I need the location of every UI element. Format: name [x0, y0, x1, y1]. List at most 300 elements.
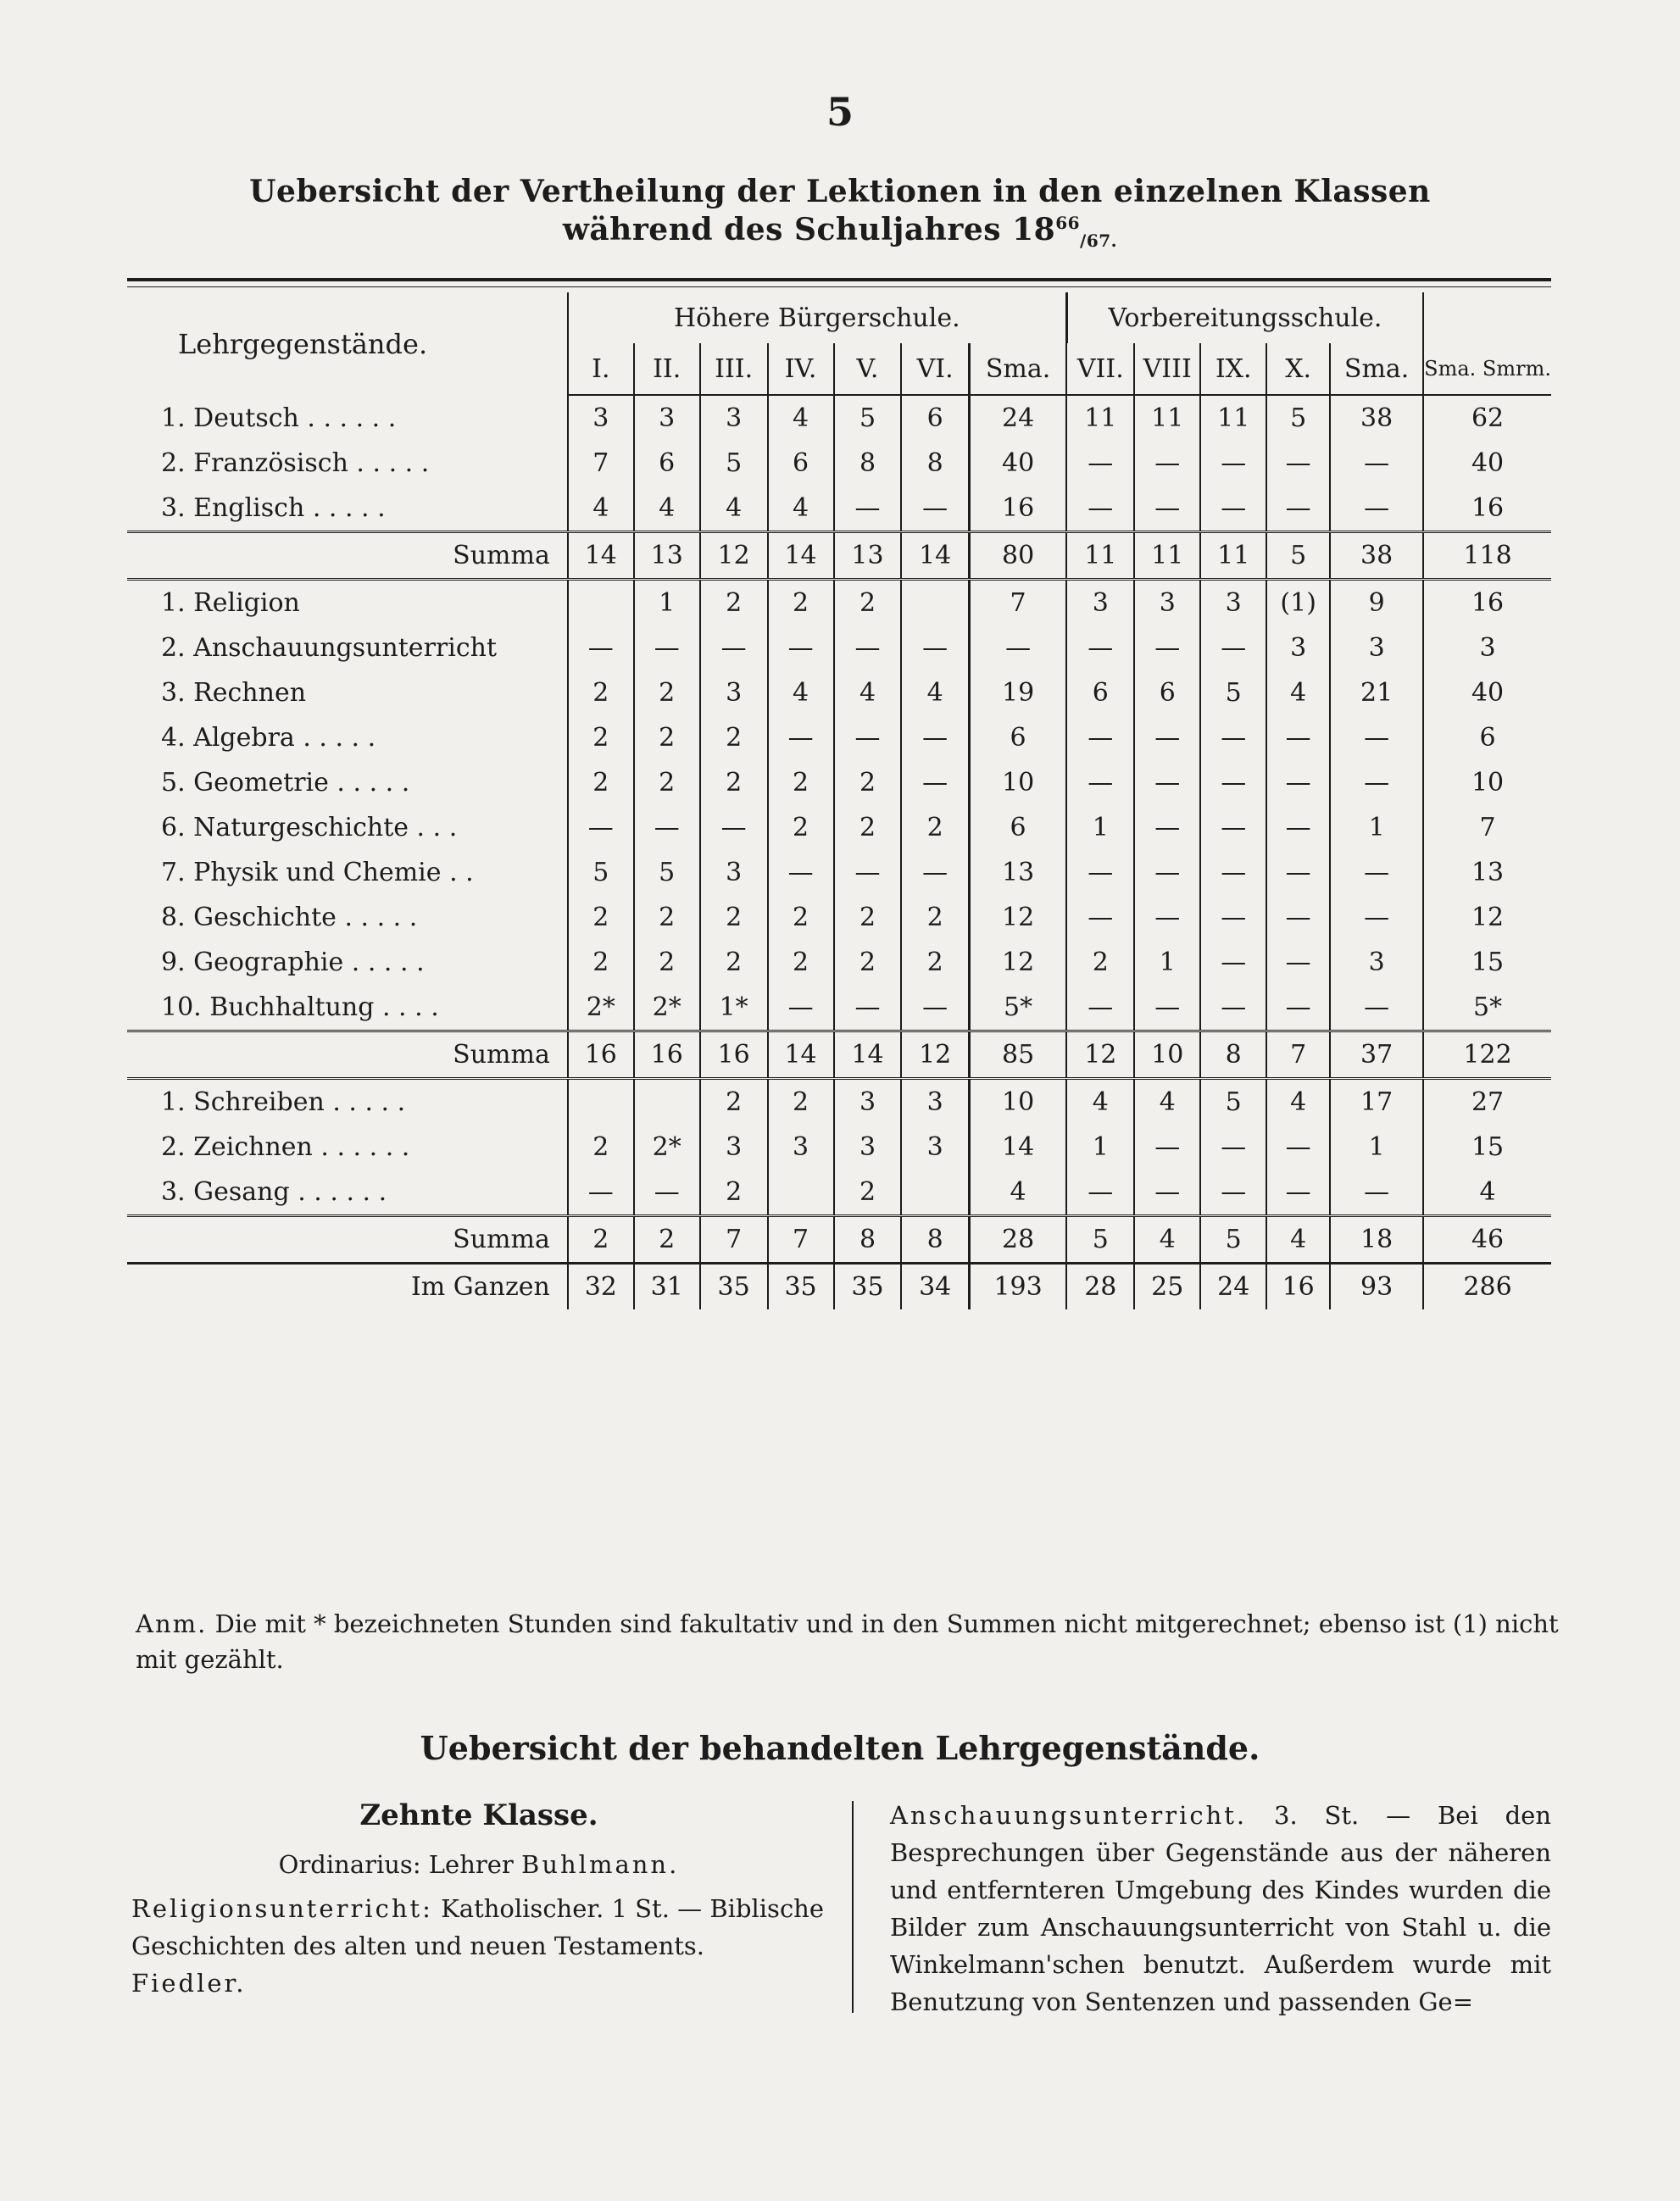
subject-label: 2. Zeichnen . . . . . .: [161, 1132, 410, 1162]
cell-value: 3: [700, 395, 768, 441]
cell-value: —: [1330, 850, 1423, 895]
cell-value: 37: [1330, 1031, 1423, 1079]
cell-value: 12: [700, 532, 768, 580]
cell-value: 2: [568, 895, 634, 940]
cell-value: —: [834, 486, 902, 532]
cell-value: 13: [1423, 850, 1551, 895]
cell-value: 2: [634, 895, 700, 940]
cell-value: 16: [700, 1031, 768, 1079]
cell-value: 8: [901, 1216, 969, 1264]
column-header: I.: [568, 343, 634, 395]
table-subtitle: [0, 212, 1680, 251]
cell-value: 2: [700, 1079, 768, 1126]
cell-value: 14: [834, 1031, 902, 1079]
cell-value: —: [1134, 486, 1200, 532]
cell-value: 1: [1066, 1125, 1134, 1170]
cell-value: —: [1200, 625, 1266, 670]
cell-value: —: [1200, 850, 1266, 895]
cell-value: 1: [1134, 940, 1200, 985]
subject-label: 8. Geschichte . . . . .: [161, 903, 418, 932]
cell-value: 11: [1134, 532, 1200, 580]
cell-value: 40: [1423, 670, 1551, 715]
cell-value: 14: [768, 1031, 834, 1079]
year-sub: /67.: [1080, 231, 1118, 252]
cell-value: —: [1266, 895, 1330, 940]
column-divider: [852, 1801, 854, 2013]
ordinarius-name: Buhlmann.: [521, 1850, 680, 1879]
cell-value: 2: [568, 670, 634, 715]
cell-value: 12: [969, 895, 1066, 940]
cell-value: 35: [700, 1264, 768, 1310]
cell-value: 5: [1200, 1079, 1266, 1126]
cell-value: 27: [1423, 1079, 1551, 1126]
total-row: [127, 1264, 1551, 1310]
subject-label: 3. Englisch . . . . .: [161, 493, 386, 523]
cell-value: 18: [1330, 1216, 1423, 1264]
cell-value: 193: [969, 1264, 1066, 1310]
cell-value: 6: [969, 715, 1066, 760]
table-row: [127, 1079, 1551, 1126]
cell-value: 2: [634, 1216, 700, 1264]
cell-value: 122: [1423, 1031, 1551, 1079]
cell-value: —: [700, 625, 768, 670]
cell-value: 3: [1066, 580, 1134, 626]
subtitle-text: während des Schuljahres 18: [562, 212, 1056, 247]
cell-value: —: [1266, 441, 1330, 486]
cell-value: 16: [1423, 580, 1551, 626]
cell-value: —: [1066, 625, 1134, 670]
cell-value: 14: [969, 1125, 1066, 1170]
subject-label: 1. Religion: [127, 580, 568, 626]
cell-value: 10: [969, 1079, 1066, 1126]
table-row: [127, 985, 1551, 1031]
cell-value: 10: [1423, 760, 1551, 805]
cell-value: 4: [568, 486, 634, 532]
cell-value: 4: [1134, 1079, 1200, 1126]
cell-value: —: [1066, 850, 1134, 895]
lessons-table: [127, 292, 1551, 1309]
cell-value: 2: [768, 760, 834, 805]
cell-value: —: [1200, 985, 1266, 1031]
cell-value: 9: [1330, 580, 1423, 626]
cell-value: 80: [969, 532, 1066, 580]
cell-value: —: [1200, 895, 1266, 940]
cell-value: 2: [700, 580, 768, 626]
cell-value: —: [1134, 441, 1200, 486]
group-header-hoehere: Höhere Bürgerschule.: [568, 292, 1066, 343]
cell-value: 286: [1423, 1264, 1551, 1310]
cell-value: 2: [634, 940, 700, 985]
religion-teacher: Fiedler.: [131, 1969, 247, 1998]
subject-label: 4. Algebra . . . . .: [161, 723, 376, 753]
religion-text: Katholischer. 1 St. — Biblische Geschichten des alten und neuen Testaments.: [131, 1894, 825, 1960]
cell-value: [901, 1170, 969, 1216]
table-row: [127, 715, 1551, 760]
cell-value: 12: [969, 940, 1066, 985]
cell-value: 118: [1423, 532, 1551, 580]
column-header: VIII: [1134, 343, 1200, 395]
cell-value: 2: [568, 940, 634, 985]
cell-value: 2: [834, 1170, 902, 1216]
page-number: 5: [826, 89, 854, 135]
cell-value: 15: [1423, 1125, 1551, 1170]
cell-value: 17: [1330, 1079, 1423, 1126]
class-title: Zehnte Klasse.: [359, 1798, 598, 1832]
cell-value: 1*: [700, 985, 768, 1031]
cell-value: 2: [1066, 940, 1134, 985]
cell-value: 3: [568, 395, 634, 441]
cell-value: 2: [568, 760, 634, 805]
table-row: [127, 1170, 1551, 1216]
cell-value: 16: [568, 1031, 634, 1079]
cell-value: 3: [901, 1125, 969, 1170]
cell-value: 46: [1423, 1216, 1551, 1264]
cell-value: —: [634, 625, 700, 670]
cell-value: —: [1330, 760, 1423, 805]
cell-value: —: [1330, 486, 1423, 532]
cell-value: 7: [1266, 1031, 1330, 1079]
cell-value: 2: [568, 1216, 634, 1264]
cell-value: 16: [634, 1031, 700, 1079]
sum-row: [127, 1216, 1551, 1264]
column-header: Sma.: [1330, 343, 1423, 395]
cell-value: —: [901, 625, 969, 670]
cell-value: —: [1266, 1170, 1330, 1216]
cell-value: —: [1200, 486, 1266, 532]
table-row: [127, 760, 1551, 805]
ordinarius-label: Ordinarius: Lehrer: [278, 1850, 514, 1879]
cell-value: 4: [901, 670, 969, 715]
sum-label: Summa: [127, 1216, 568, 1264]
table-note: [136, 1606, 1560, 1677]
cell-value: —: [1134, 715, 1200, 760]
cell-value: 21: [1330, 670, 1423, 715]
cell-value: —: [700, 805, 768, 850]
cell-value: 4: [969, 1170, 1066, 1216]
cell-value: —: [901, 486, 969, 532]
sum-label: Summa: [127, 1031, 568, 1079]
cell-value: 4: [834, 670, 902, 715]
cell-value: —: [1266, 1125, 1330, 1170]
cell-value: —: [1066, 895, 1134, 940]
cell-value: 34: [901, 1264, 969, 1310]
cell-value: —: [834, 625, 902, 670]
cell-value: —: [1134, 625, 1200, 670]
ordinarius: [131, 1846, 826, 1883]
year-sup: 66: [1055, 213, 1081, 233]
cell-value: —: [1200, 441, 1266, 486]
cell-value: 10: [969, 760, 1066, 805]
right-column: [890, 1797, 1551, 2020]
subject-label: 1. Schreiben . . . . .: [127, 1079, 568, 1126]
anschauung-text: 3. St. — Bei den Besprechungen über Gegenstände aus der näheren und entfernteren Umgebung des Kindes wurden die Bilder zum Anschauungsunterricht von Stahl u. die Winkelmann'schen benutzt. Außerdem wurde mit Benutzung von Sentenzen und passenden Ge=: [890, 1801, 1551, 2016]
column-header: V.: [834, 343, 902, 395]
cell-value: —: [1330, 715, 1423, 760]
table-row: [127, 940, 1551, 985]
table-row: [127, 580, 1551, 626]
sum-label: Im Ganzen: [127, 1264, 568, 1310]
cell-value: —: [969, 625, 1066, 670]
cell-value: [768, 1170, 834, 1216]
cell-value: 4: [768, 670, 834, 715]
cell-value: 3: [834, 1079, 902, 1126]
cell-value: 11: [1066, 395, 1134, 441]
cell-value: —: [1200, 940, 1266, 985]
cell-value: 38: [1330, 532, 1423, 580]
subject-label: 1. Deutsch . . . . . .: [161, 403, 397, 433]
cell-value: 5: [1266, 532, 1330, 580]
cell-value: 24: [1200, 1264, 1266, 1310]
cell-value: 14: [568, 532, 634, 580]
cell-value: 2: [768, 1079, 834, 1126]
cell-value: 40: [969, 441, 1066, 486]
cell-value: 19: [969, 670, 1066, 715]
cell-value: 4: [634, 486, 700, 532]
cell-value: 12: [1423, 895, 1551, 940]
cell-value: —: [1266, 486, 1330, 532]
note-text: Die mit * bezeichneten Stunden sind fakultativ und in den Summen nicht mitgerechnet; ebenso ist (1) nicht mit gezählt.: [136, 1609, 1559, 1674]
cell-value: 5: [1200, 670, 1266, 715]
left-column: [131, 1797, 826, 2002]
cell-value: 6: [768, 441, 834, 486]
cell-value: 7: [768, 1216, 834, 1264]
cell-value: 12: [901, 1031, 969, 1079]
cell-value: —: [1134, 760, 1200, 805]
cell-value: —: [1200, 715, 1266, 760]
cell-value: 15: [1423, 940, 1551, 985]
cell-value: 8: [901, 441, 969, 486]
cell-value: 11: [1200, 395, 1266, 441]
cell-value: 1: [1066, 805, 1134, 850]
cell-value: 3: [1200, 580, 1266, 626]
cell-value: 5: [700, 441, 768, 486]
cell-value: —: [768, 850, 834, 895]
cell-value: 2: [700, 1170, 768, 1216]
cell-value: —: [1330, 1170, 1423, 1216]
cell-value: 3: [901, 1079, 969, 1126]
cell-value: 35: [768, 1264, 834, 1310]
cell-value: 2: [901, 895, 969, 940]
cell-value: 16: [969, 486, 1066, 532]
cell-value: 4: [1423, 1170, 1551, 1216]
anschauung-paragraph: [890, 1797, 1551, 2020]
cell-value: [568, 1079, 634, 1126]
cell-value: 14: [901, 532, 969, 580]
table-row: [127, 1125, 1551, 1170]
cell-value: 14: [768, 532, 834, 580]
cell-value: —: [1266, 940, 1330, 985]
cell-value: 3: [1266, 625, 1330, 670]
cell-value: —: [834, 985, 902, 1031]
cell-value: —: [834, 715, 902, 760]
cell-value: 2: [834, 760, 902, 805]
table-row: [127, 670, 1551, 715]
cell-value: 4: [768, 486, 834, 532]
cell-value: 2: [901, 805, 969, 850]
cell-value: —: [1330, 895, 1423, 940]
cell-value: 1: [634, 580, 700, 626]
cell-value: 2: [568, 715, 634, 760]
cell-value: —: [1066, 441, 1134, 486]
cell-value: —: [901, 850, 969, 895]
cell-value: 10: [1134, 1031, 1200, 1079]
cell-value: 1: [1330, 805, 1423, 850]
column-header: X.: [1266, 343, 1330, 395]
cell-value: 2: [568, 1125, 634, 1170]
subject-column-header: Lehrgegenstände.: [178, 327, 428, 360]
table-row: [127, 625, 1551, 670]
cell-value: 2: [700, 760, 768, 805]
cell-value: 2: [634, 715, 700, 760]
table-row: [127, 805, 1551, 850]
cell-value: 3: [834, 1125, 902, 1170]
cell-value: 4: [1266, 1216, 1330, 1264]
cell-value: 6: [1066, 670, 1134, 715]
cell-value: 7: [700, 1216, 768, 1264]
cell-value: 4: [1134, 1216, 1200, 1264]
cell-value: 2: [768, 805, 834, 850]
cell-value: 62: [1423, 395, 1551, 441]
cell-value: 3: [768, 1125, 834, 1170]
cell-value: 11: [1134, 395, 1200, 441]
cell-value: —: [1134, 985, 1200, 1031]
cell-value: —: [1134, 1125, 1200, 1170]
cell-value: 6: [1423, 715, 1551, 760]
section-title: Uebersicht der behandelten Lehrgegenstände.: [420, 1729, 1260, 1767]
cell-value: 32: [568, 1264, 634, 1310]
table-row: [127, 441, 1551, 486]
subject-label: 2. Anschauungsunterricht: [161, 633, 498, 663]
cell-value: 2*: [634, 1125, 700, 1170]
group-header-blank: [1423, 292, 1551, 343]
cell-value: 25: [1134, 1264, 1200, 1310]
cell-value: 85: [969, 1031, 1066, 1079]
cell-value: —: [834, 850, 902, 895]
cell-value: 31: [634, 1264, 700, 1310]
cell-value: —: [1266, 850, 1330, 895]
subject-label: 3. Rechnen: [161, 678, 307, 708]
cell-value: —: [1134, 1170, 1200, 1216]
cell-value: 3: [1134, 580, 1200, 626]
cell-value: 28: [969, 1216, 1066, 1264]
cell-value: 5: [634, 850, 700, 895]
cell-value: —: [568, 625, 634, 670]
table-title: Uebersicht der Vertheilung der Lektionen in den einzelnen Klassen: [249, 174, 1431, 209]
cell-value: —: [1266, 985, 1330, 1031]
cell-value: 3: [1330, 940, 1423, 985]
cell-value: 2*: [634, 985, 700, 1031]
cell-value: 7: [969, 580, 1066, 626]
cell-value: 5: [568, 850, 634, 895]
cell-value: 16: [1423, 486, 1551, 532]
cell-value: 13: [834, 532, 902, 580]
cell-value: —: [634, 1170, 700, 1216]
cell-value: 2: [634, 760, 700, 805]
cell-value: 24: [969, 395, 1066, 441]
religion-label: Religionsunterricht:: [131, 1894, 433, 1923]
cell-value: 4: [1066, 1079, 1134, 1126]
cell-value: 35: [834, 1264, 902, 1310]
table-row: [127, 850, 1551, 895]
cell-value: 40: [1423, 441, 1551, 486]
cell-value: 2: [768, 580, 834, 626]
column-header: IV.: [768, 343, 834, 395]
cell-value: 2: [834, 580, 902, 626]
cell-value: 6: [1134, 670, 1200, 715]
cell-value: 12: [1066, 1031, 1134, 1079]
cell-value: —: [901, 715, 969, 760]
cell-value: 5*: [969, 985, 1066, 1031]
cell-value: —: [1134, 850, 1200, 895]
cell-value: 38: [1330, 395, 1423, 441]
top-rule: [127, 278, 1551, 287]
cell-value: 2: [768, 895, 834, 940]
cell-value: 5: [834, 395, 902, 441]
cell-value: 7: [1423, 805, 1551, 850]
subject-label: 3. Gesang . . . . . .: [161, 1177, 387, 1207]
sum-label: Summa: [127, 532, 568, 580]
cell-value: —: [1066, 486, 1134, 532]
cell-value: —: [568, 805, 634, 850]
cell-value: 28: [1066, 1264, 1134, 1310]
cell-value: —: [1066, 985, 1134, 1031]
cell-value: 8: [834, 441, 902, 486]
cell-value: 2*: [568, 985, 634, 1031]
subject-label: 2. Französisch . . . . .: [161, 448, 430, 478]
cell-value: 2: [634, 670, 700, 715]
subject-label: 5. Geometrie . . . . .: [161, 768, 410, 798]
column-header: VII.: [1066, 343, 1134, 395]
cell-value: —: [1266, 715, 1330, 760]
note-label: Anm.: [136, 1609, 208, 1638]
cell-value: 4: [768, 395, 834, 441]
cell-value: [901, 580, 969, 626]
cell-value: [634, 1079, 700, 1126]
cell-value: —: [568, 1170, 634, 1216]
table-row: [127, 486, 1551, 532]
cell-value: —: [1200, 1125, 1266, 1170]
cell-value: —: [1266, 760, 1330, 805]
cell-value: —: [1330, 985, 1423, 1031]
cell-value: —: [901, 985, 969, 1031]
cell-value: —: [768, 985, 834, 1031]
cell-value: [568, 580, 634, 626]
cell-value: 8: [834, 1216, 902, 1264]
cell-value: —: [768, 625, 834, 670]
cell-value: —: [901, 760, 969, 805]
group-header-vorbereitung: Vorbereitungsschule.: [1066, 292, 1423, 343]
table-row: [127, 895, 1551, 940]
cell-value: 6: [901, 395, 969, 441]
cell-value: 2: [834, 895, 902, 940]
cell-value: 5: [1200, 1216, 1266, 1264]
cell-value: 3: [700, 670, 768, 715]
column-header: II.: [634, 343, 700, 395]
cell-value: 3: [1423, 625, 1551, 670]
subject-label: 7. Physik und Chemie . .: [161, 858, 474, 887]
cell-value: 2: [700, 895, 768, 940]
cell-value: (1): [1266, 580, 1330, 626]
column-header: Sma.: [969, 343, 1066, 395]
cell-value: 11: [1066, 532, 1134, 580]
cell-value: 3: [1330, 625, 1423, 670]
cell-value: 2: [700, 715, 768, 760]
sum-row: [127, 532, 1551, 580]
cell-value: 2: [901, 940, 969, 985]
cell-value: —: [1134, 805, 1200, 850]
cell-value: 5*: [1423, 985, 1551, 1031]
column-header: IX.: [1200, 343, 1266, 395]
